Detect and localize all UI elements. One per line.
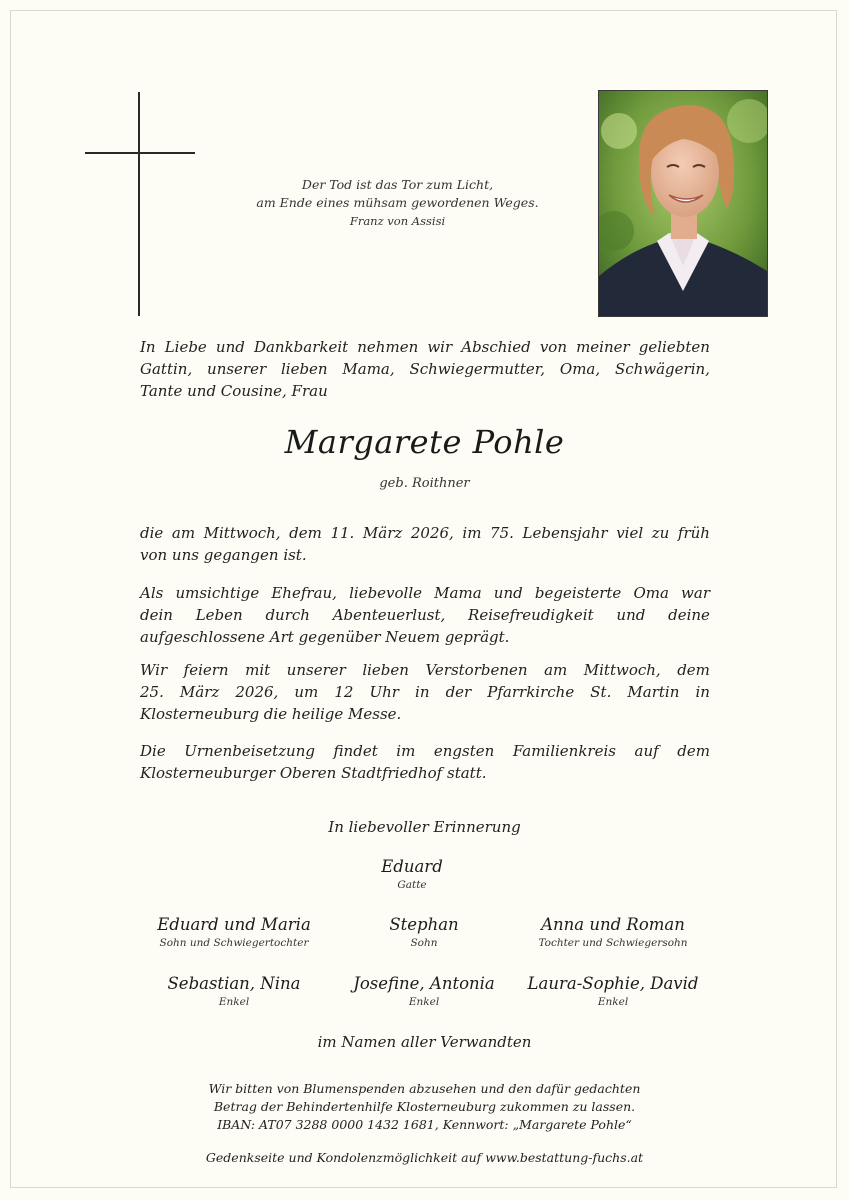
word: Dankbarkeit <box>253 338 349 356</box>
word: Lebensjahr <box>522 524 608 542</box>
word: mit <box>245 661 271 679</box>
word: zu <box>651 524 670 542</box>
word: Die <box>140 742 166 760</box>
paragraph-line: Klosterneuburger Oberen Stadtfriedhof statt. <box>140 764 487 782</box>
portrait-illustration <box>599 91 767 316</box>
word: Uhr <box>369 683 399 701</box>
word: März <box>362 524 403 542</box>
word: 12 <box>334 683 354 701</box>
word: am <box>171 524 196 542</box>
paragraph-mass <box>140 659 710 725</box>
word: und <box>616 606 646 624</box>
word: um <box>294 683 319 701</box>
mourner-spouse <box>297 856 527 892</box>
word: meiner <box>576 338 630 356</box>
word: früh <box>677 524 710 542</box>
word: dem <box>677 661 710 679</box>
paragraph-line <box>140 681 710 703</box>
word: Urnenbeisetzung <box>184 742 315 760</box>
word: dem <box>289 524 322 542</box>
cross-horizontal-bar <box>85 152 195 154</box>
word: Abschied <box>461 338 531 356</box>
word: Reisefreudigkeit <box>468 606 594 624</box>
word: feiern <box>183 661 229 679</box>
paragraph-line <box>140 659 710 681</box>
mourner-name: Stephan <box>389 915 459 934</box>
mourner-name: Sebastian, Nina <box>167 974 301 993</box>
word: lieben <box>362 661 409 679</box>
cross-vertical-bar <box>138 92 140 316</box>
word: geliebten <box>638 338 710 356</box>
word: von <box>539 338 567 356</box>
word: Verstorbenen <box>425 661 528 679</box>
word: im <box>462 524 482 542</box>
word: und <box>493 584 523 602</box>
word: 2026, <box>410 524 454 542</box>
relatives-line: im Namen aller Verwandten <box>317 1033 532 1051</box>
mourner-relation: Tochter und Schwiegersohn <box>538 937 688 949</box>
paragraph-death-date <box>140 522 710 566</box>
deceased-name: Margarete Pohle <box>284 423 565 461</box>
word: lieben <box>280 360 328 378</box>
intro-line-3: Tante und Cousine, Frau <box>140 382 328 400</box>
word: Mittwoch, <box>583 661 661 679</box>
word: engsten <box>433 742 495 760</box>
birth-name: geb. Roithner <box>379 476 470 491</box>
mourner-grandchildren-3 <box>498 973 728 1009</box>
word: Gattin, <box>140 360 193 378</box>
mourner-relation: Sohn <box>410 937 438 949</box>
word: Mittwoch, <box>203 524 281 542</box>
word: Ehefrau, <box>271 584 337 602</box>
memory-heading: In liebevoller Erinnerung <box>328 818 521 836</box>
word: umsichtige <box>175 584 260 602</box>
memorial-website-link[interactable]: Gedenkseite und Kondolenzmöglichkeit auf www.bestattung-fuchs.at <box>205 1150 644 1165</box>
word: nehmen <box>357 338 419 356</box>
word: St. <box>590 683 612 701</box>
word: in <box>695 683 710 701</box>
word: Leben <box>195 606 243 624</box>
mourner-relation: Enkel <box>218 996 250 1008</box>
paragraph-tribute <box>140 582 710 648</box>
word: Oma <box>633 584 669 602</box>
word: unserer <box>207 360 267 378</box>
intro-line-2 <box>140 358 710 380</box>
word: die <box>140 524 164 542</box>
word: Schwägerin, <box>614 360 710 378</box>
mourner-daughter-family <box>498 914 728 950</box>
word: Liebe <box>164 338 207 356</box>
word: im <box>396 742 416 760</box>
word: Mama <box>434 584 482 602</box>
mourner-relation: Sohn und Schwiegertochter <box>159 937 309 949</box>
word: Mama, <box>342 360 395 378</box>
word: und <box>215 338 245 356</box>
word: in <box>415 683 430 701</box>
word: am <box>544 661 568 679</box>
word: 75. <box>490 524 514 542</box>
paragraph-line <box>140 522 710 544</box>
word: Familienkreis <box>512 742 616 760</box>
quote-block <box>220 176 575 230</box>
mourner-name: Eduard <box>381 857 443 876</box>
word: Als <box>140 584 164 602</box>
paragraph-line <box>140 604 710 626</box>
donation-line: Betrag der Behindertenhilfe Klosterneuburg zukommen zu lassen. <box>213 1099 636 1114</box>
quote-line: am Ende eines mühsam gewordenen Weges. <box>256 195 539 210</box>
word: 11. <box>330 524 355 542</box>
word: 2026, <box>235 683 279 701</box>
mourner-relation: Gatte <box>397 879 427 891</box>
donation-note <box>0 1080 849 1134</box>
paragraph-line: aufgeschlossene Art gegenüber Neuem geprägt. <box>140 628 510 646</box>
word: wir <box>427 338 453 356</box>
word: auf <box>634 742 659 760</box>
word: März <box>179 683 220 701</box>
paragraph-burial <box>140 740 710 784</box>
mourner-name: Eduard und Maria <box>157 915 311 934</box>
word: Pfarrkirche <box>487 683 575 701</box>
portrait-photo <box>598 90 768 317</box>
word: dein <box>140 606 173 624</box>
donation-line: Wir bitten von Blumenspenden abzusehen und den dafür gedachten <box>208 1081 641 1096</box>
word: viel <box>616 524 644 542</box>
mourner-relation: Enkel <box>597 996 629 1008</box>
word: findet <box>333 742 378 760</box>
word: Schwiegermutter, <box>409 360 546 378</box>
mourner-name: Josefine, Antonia <box>353 974 495 993</box>
word: Martin <box>627 683 680 701</box>
word: deine <box>668 606 710 624</box>
quote-line: Der Tod ist das Tor zum Licht, <box>301 177 494 192</box>
paragraph-line <box>140 740 710 762</box>
intro-line-1 <box>140 336 710 358</box>
mourner-relation: Enkel <box>408 996 440 1008</box>
word: begeisterte <box>534 584 622 602</box>
iban-line: IBAN: AT07 3288 0000 1432 1681, Kennwort: „Margarete Pohle“ <box>217 1117 632 1132</box>
quote-author: Franz von Assisi <box>349 214 446 228</box>
paragraph-line: von uns gegangen ist. <box>140 546 307 564</box>
mourner-name: Laura-Sophie, David <box>527 974 699 993</box>
word: durch <box>265 606 310 624</box>
paragraph-line <box>140 582 710 604</box>
word: Abenteuerlust, <box>332 606 446 624</box>
word: In <box>140 338 156 356</box>
word: liebevolle <box>349 584 423 602</box>
word: Wir <box>140 661 168 679</box>
word: war <box>681 584 710 602</box>
word: dem <box>677 742 710 760</box>
paragraph-line: Klosterneuburg die heilige Messe. <box>140 705 402 723</box>
word: 25. <box>140 683 164 701</box>
word: der <box>445 683 472 701</box>
word: unserer <box>286 661 346 679</box>
mourner-name: Anna und Roman <box>541 915 685 934</box>
intro-text <box>140 336 710 402</box>
word: Oma, <box>559 360 601 378</box>
